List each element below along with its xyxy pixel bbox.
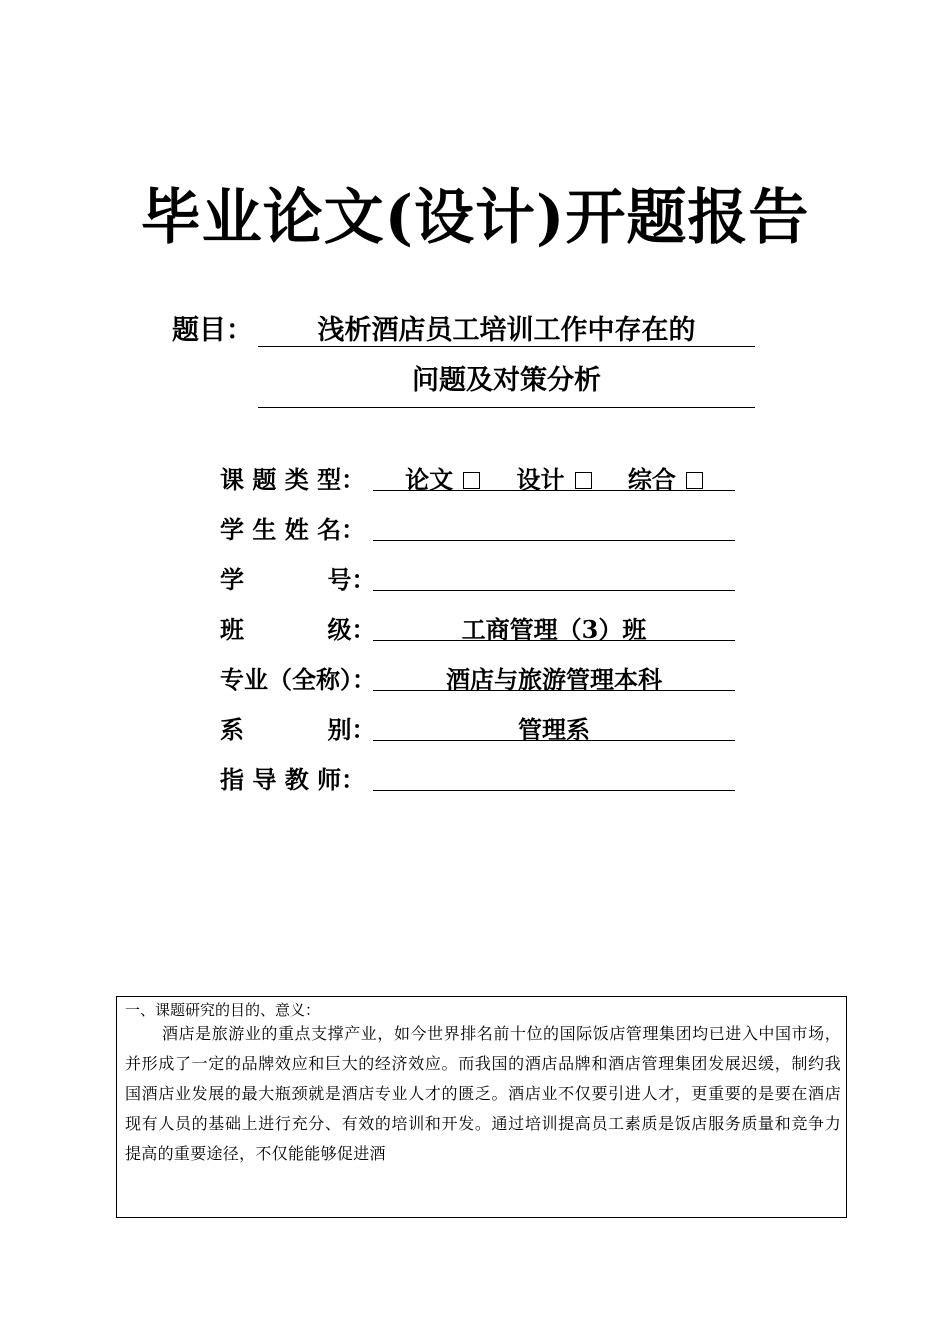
name-underline (373, 540, 735, 541)
major-label: 专业（全称）： (220, 665, 376, 694)
class-value[interactable]: 工商管理（3）班 (461, 615, 647, 644)
purpose-section-box (116, 996, 847, 1218)
name-label: 学 生 姓 名： (220, 515, 366, 544)
topic-label: 题目： (172, 315, 253, 346)
option-thesis-checkbox[interactable] (463, 472, 480, 489)
dept-underline (373, 740, 735, 741)
major-value[interactable]: 酒店与旅游管理本科 (446, 665, 662, 694)
class-underline (373, 640, 735, 641)
topic-underline-2 (258, 407, 755, 408)
page-title: 毕业论文(设计)开题报告 (140, 183, 810, 253)
advisor-underline (373, 790, 735, 791)
type-label: 课 题 类 型： (220, 465, 366, 494)
type-underline (373, 490, 735, 491)
option-design-label: 设计 (516, 465, 565, 494)
topic-line-1: 浅析酒店员工培训工作中存在的 (317, 315, 696, 346)
class-label: 班 级： (220, 615, 376, 644)
purpose-body: 酒店是旅游业的重点支撑产业，如今世界排名前十位的国际饭店管理集团均已进入中国市场，并形成了一定的品牌效应和巨大的经济效应。而我国的酒店品牌和酒店管理集团发展迟缓，制约我国酒店业发展的最大瓶颈就是酒店专业人才的匮乏。酒店业不仅要引进人才，更重要的是要在酒店现有人员的基础上进行充分、有效的培训和开发。通过培训提高员工素质是饭店服务质量和竞争力提高的重要途径，不仅能能够促进酒 (125, 1024, 841, 1163)
topic-underline-1 (258, 346, 755, 347)
topic-line-2: 问题及对策分析 (412, 365, 601, 396)
dept-label: 系 别： (220, 715, 376, 744)
major-underline (373, 690, 735, 691)
option-thesis-label: 论文 (405, 465, 454, 494)
id-label: 学 号： (220, 565, 376, 594)
option-design-checkbox[interactable] (575, 472, 592, 489)
dept-value[interactable]: 管理系 (518, 715, 590, 744)
option-combined-label: 综合 (627, 465, 676, 494)
id-underline (373, 590, 735, 591)
advisor-label: 指 导 教 师： (220, 765, 366, 794)
purpose-heading: 一、课题研究的目的、意义： (125, 1001, 321, 1019)
option-combined-checkbox[interactable] (686, 472, 703, 489)
